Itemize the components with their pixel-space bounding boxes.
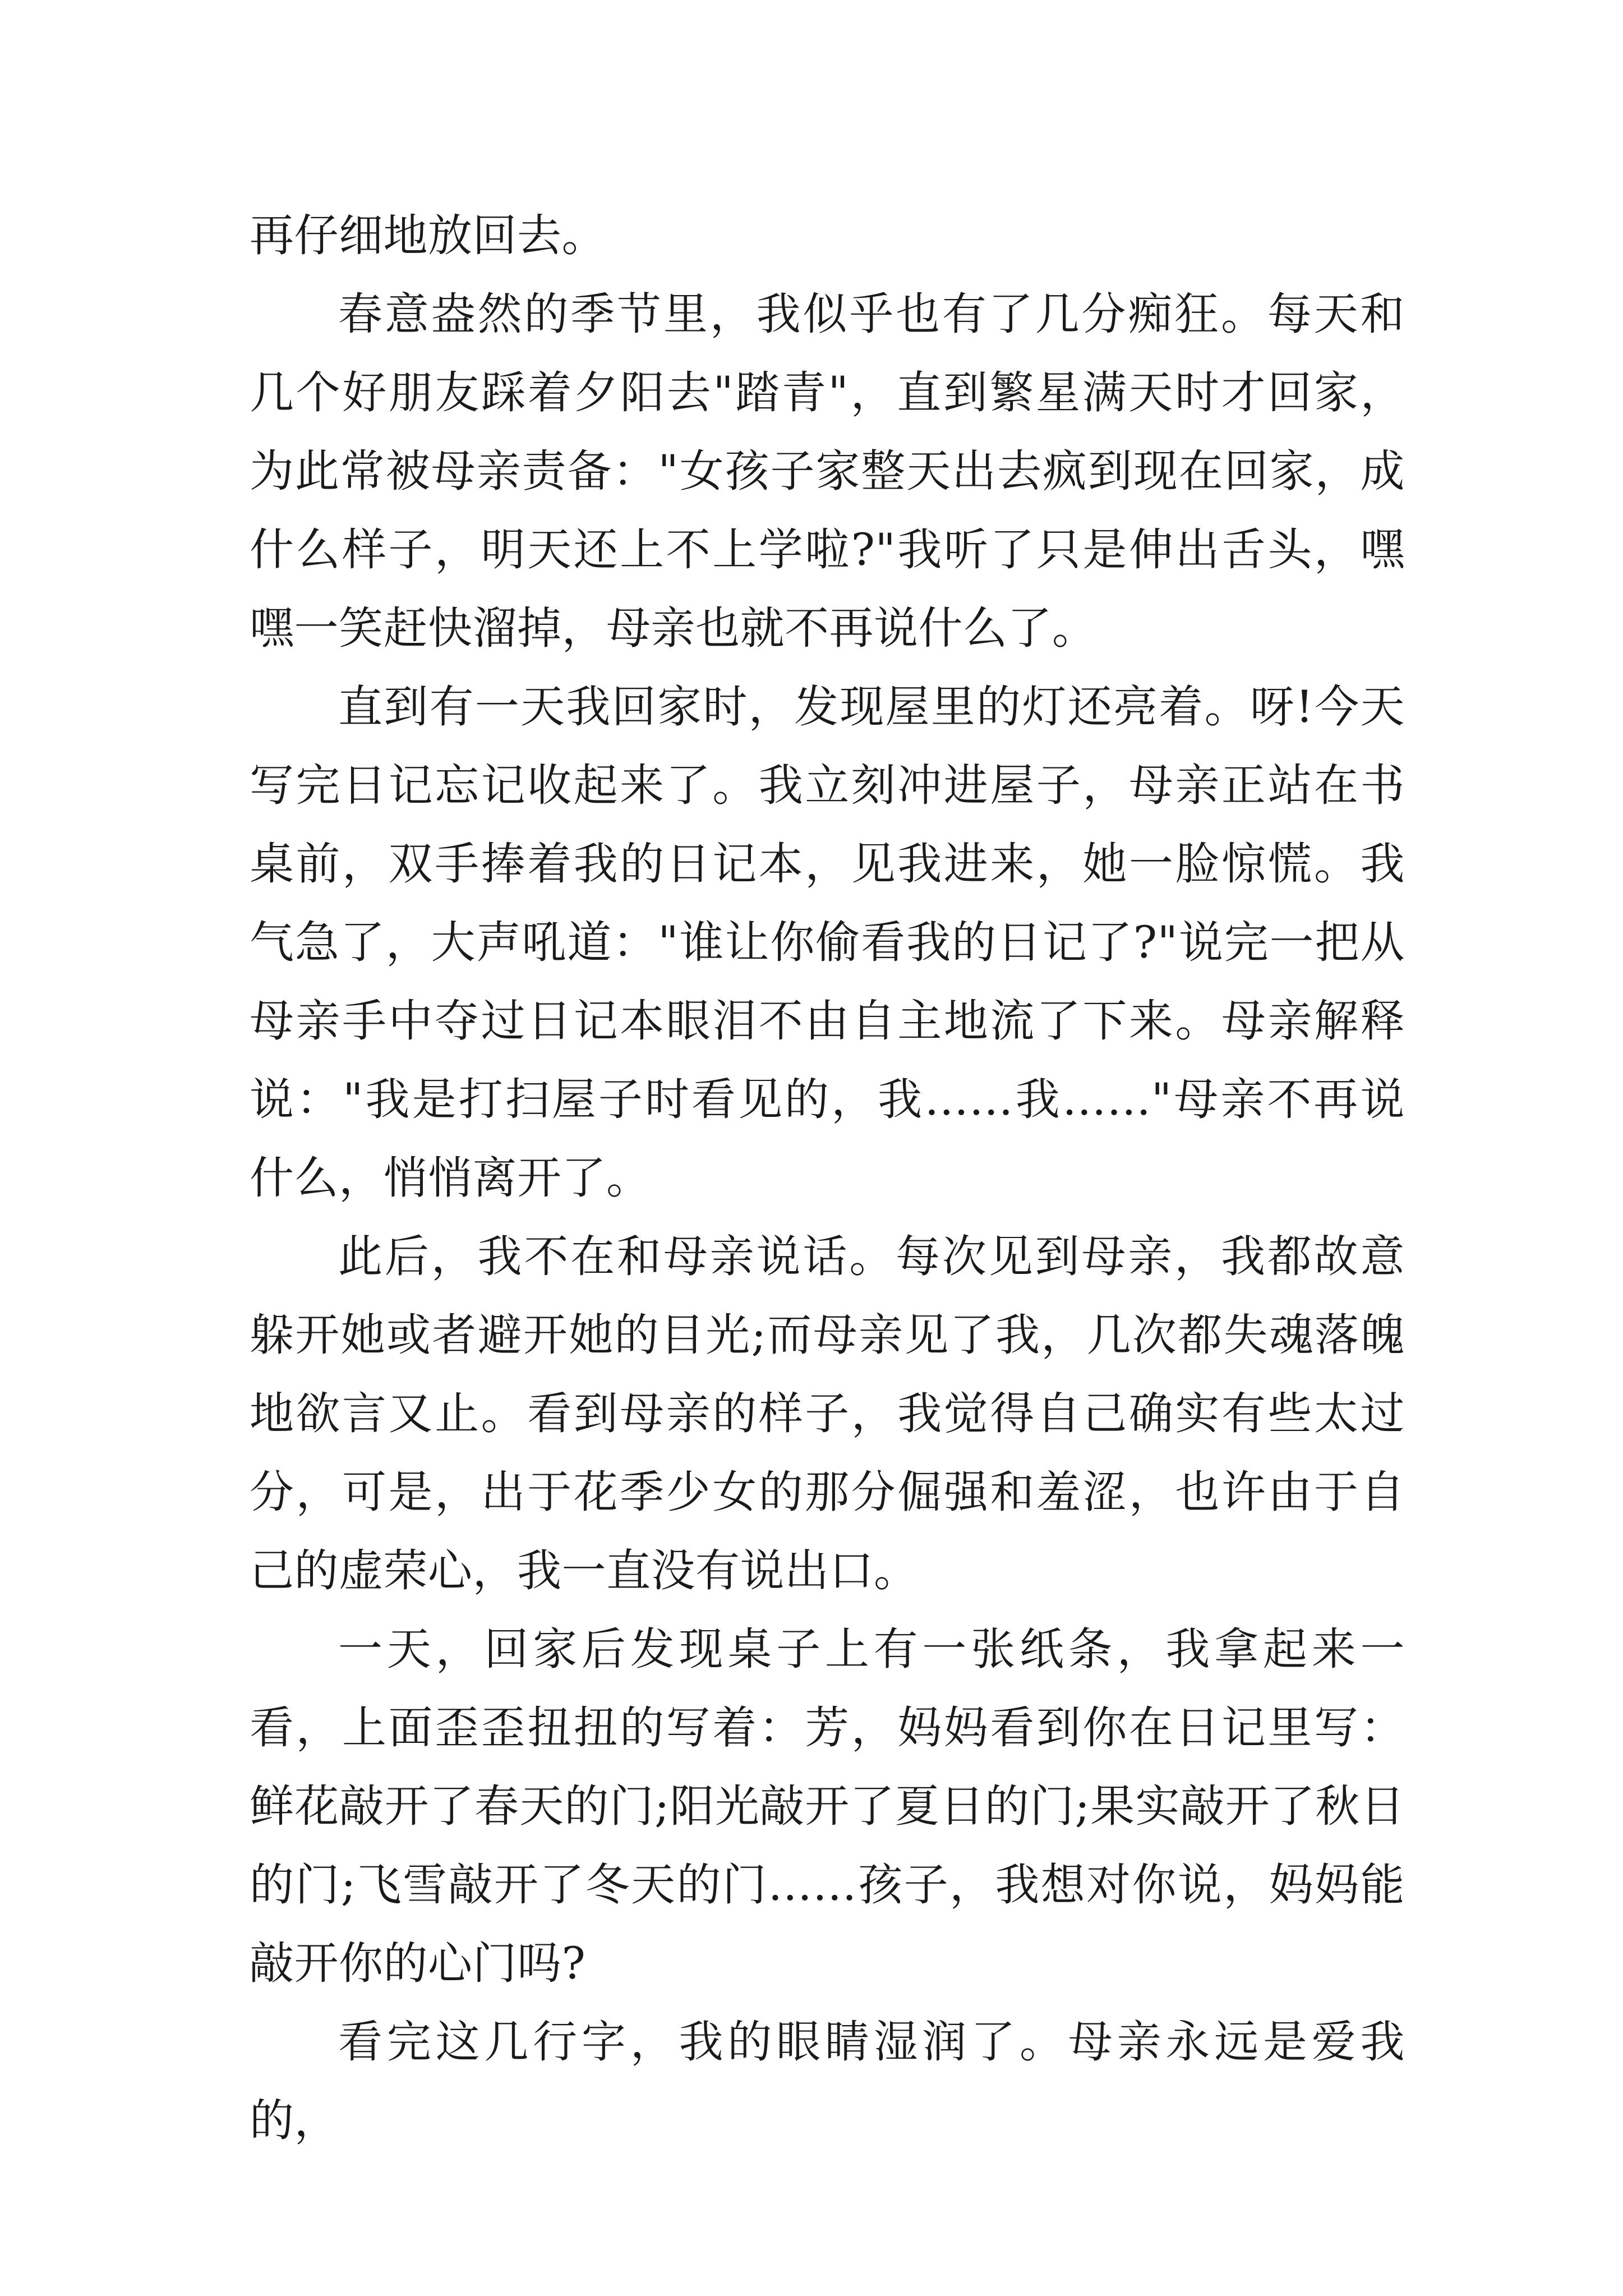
paragraph: 再仔细地放回去。 xyxy=(250,210,606,261)
paragraph: 看完这几行字，我的眼睛湿润了。母亲永远是爱我的， xyxy=(250,2016,1405,2146)
paragraph: 此后，我不在和母亲说话。每次见到母亲，我都故意躲开她或者避开她的目光;而母亲见了我，几次都失魂落魄地欲言又止。看到母亲的样子，我觉得自己确实有些太过分，可是，出于花季少女的那分倔强和羞涩，也许由于自己的虚荣心，我一直没有说出口。 xyxy=(250,1231,1405,1596)
paragraph: 一天，回家后发现桌子上有一张纸条，我拿起来一看，上面歪歪扭扭的写着：芳，妈妈看到你在日记里写：鲜花敲开了春天的门;阳光敲开了夏日的门;果实敲开了秋日的门;飞雪敲开了冬天的门……孩子，我想对你说，妈妈能敲开你的心门吗? xyxy=(250,1623,1405,1989)
body-text xyxy=(250,196,1405,2160)
paragraph: 春意盎然的季节里，我似乎也有了几分痴狂。每天和几个好朋友踩着夕阳去"踏青"，直到繁星满天时才回家，为此常被母亲责备："女孩子家整天出去疯到现在回家，成什么样子，明天还上不上学啦?"我听了只是伸出舌头，嘿嘿一笑赶快溜掉，母亲也就不再说什么了。 xyxy=(250,288,1405,654)
paragraph: 直到有一天我回家时，发现屋里的灯还亮着。呀!今天写完日记忘记收起来了。我立刻冲进屋子，母亲正站在书桌前，双手捧着我的日记本，见我进来，她一脸惊慌。我气急了，大声吼道："谁让你偷看我的日记了?"说完一把从母亲手中夺过日记本眼泪不由自主地流了下来。母亲解释说："我是打扫屋子时看见的，我……我……"母亲不再说什么，悄悄离开了。 xyxy=(250,681,1405,1204)
